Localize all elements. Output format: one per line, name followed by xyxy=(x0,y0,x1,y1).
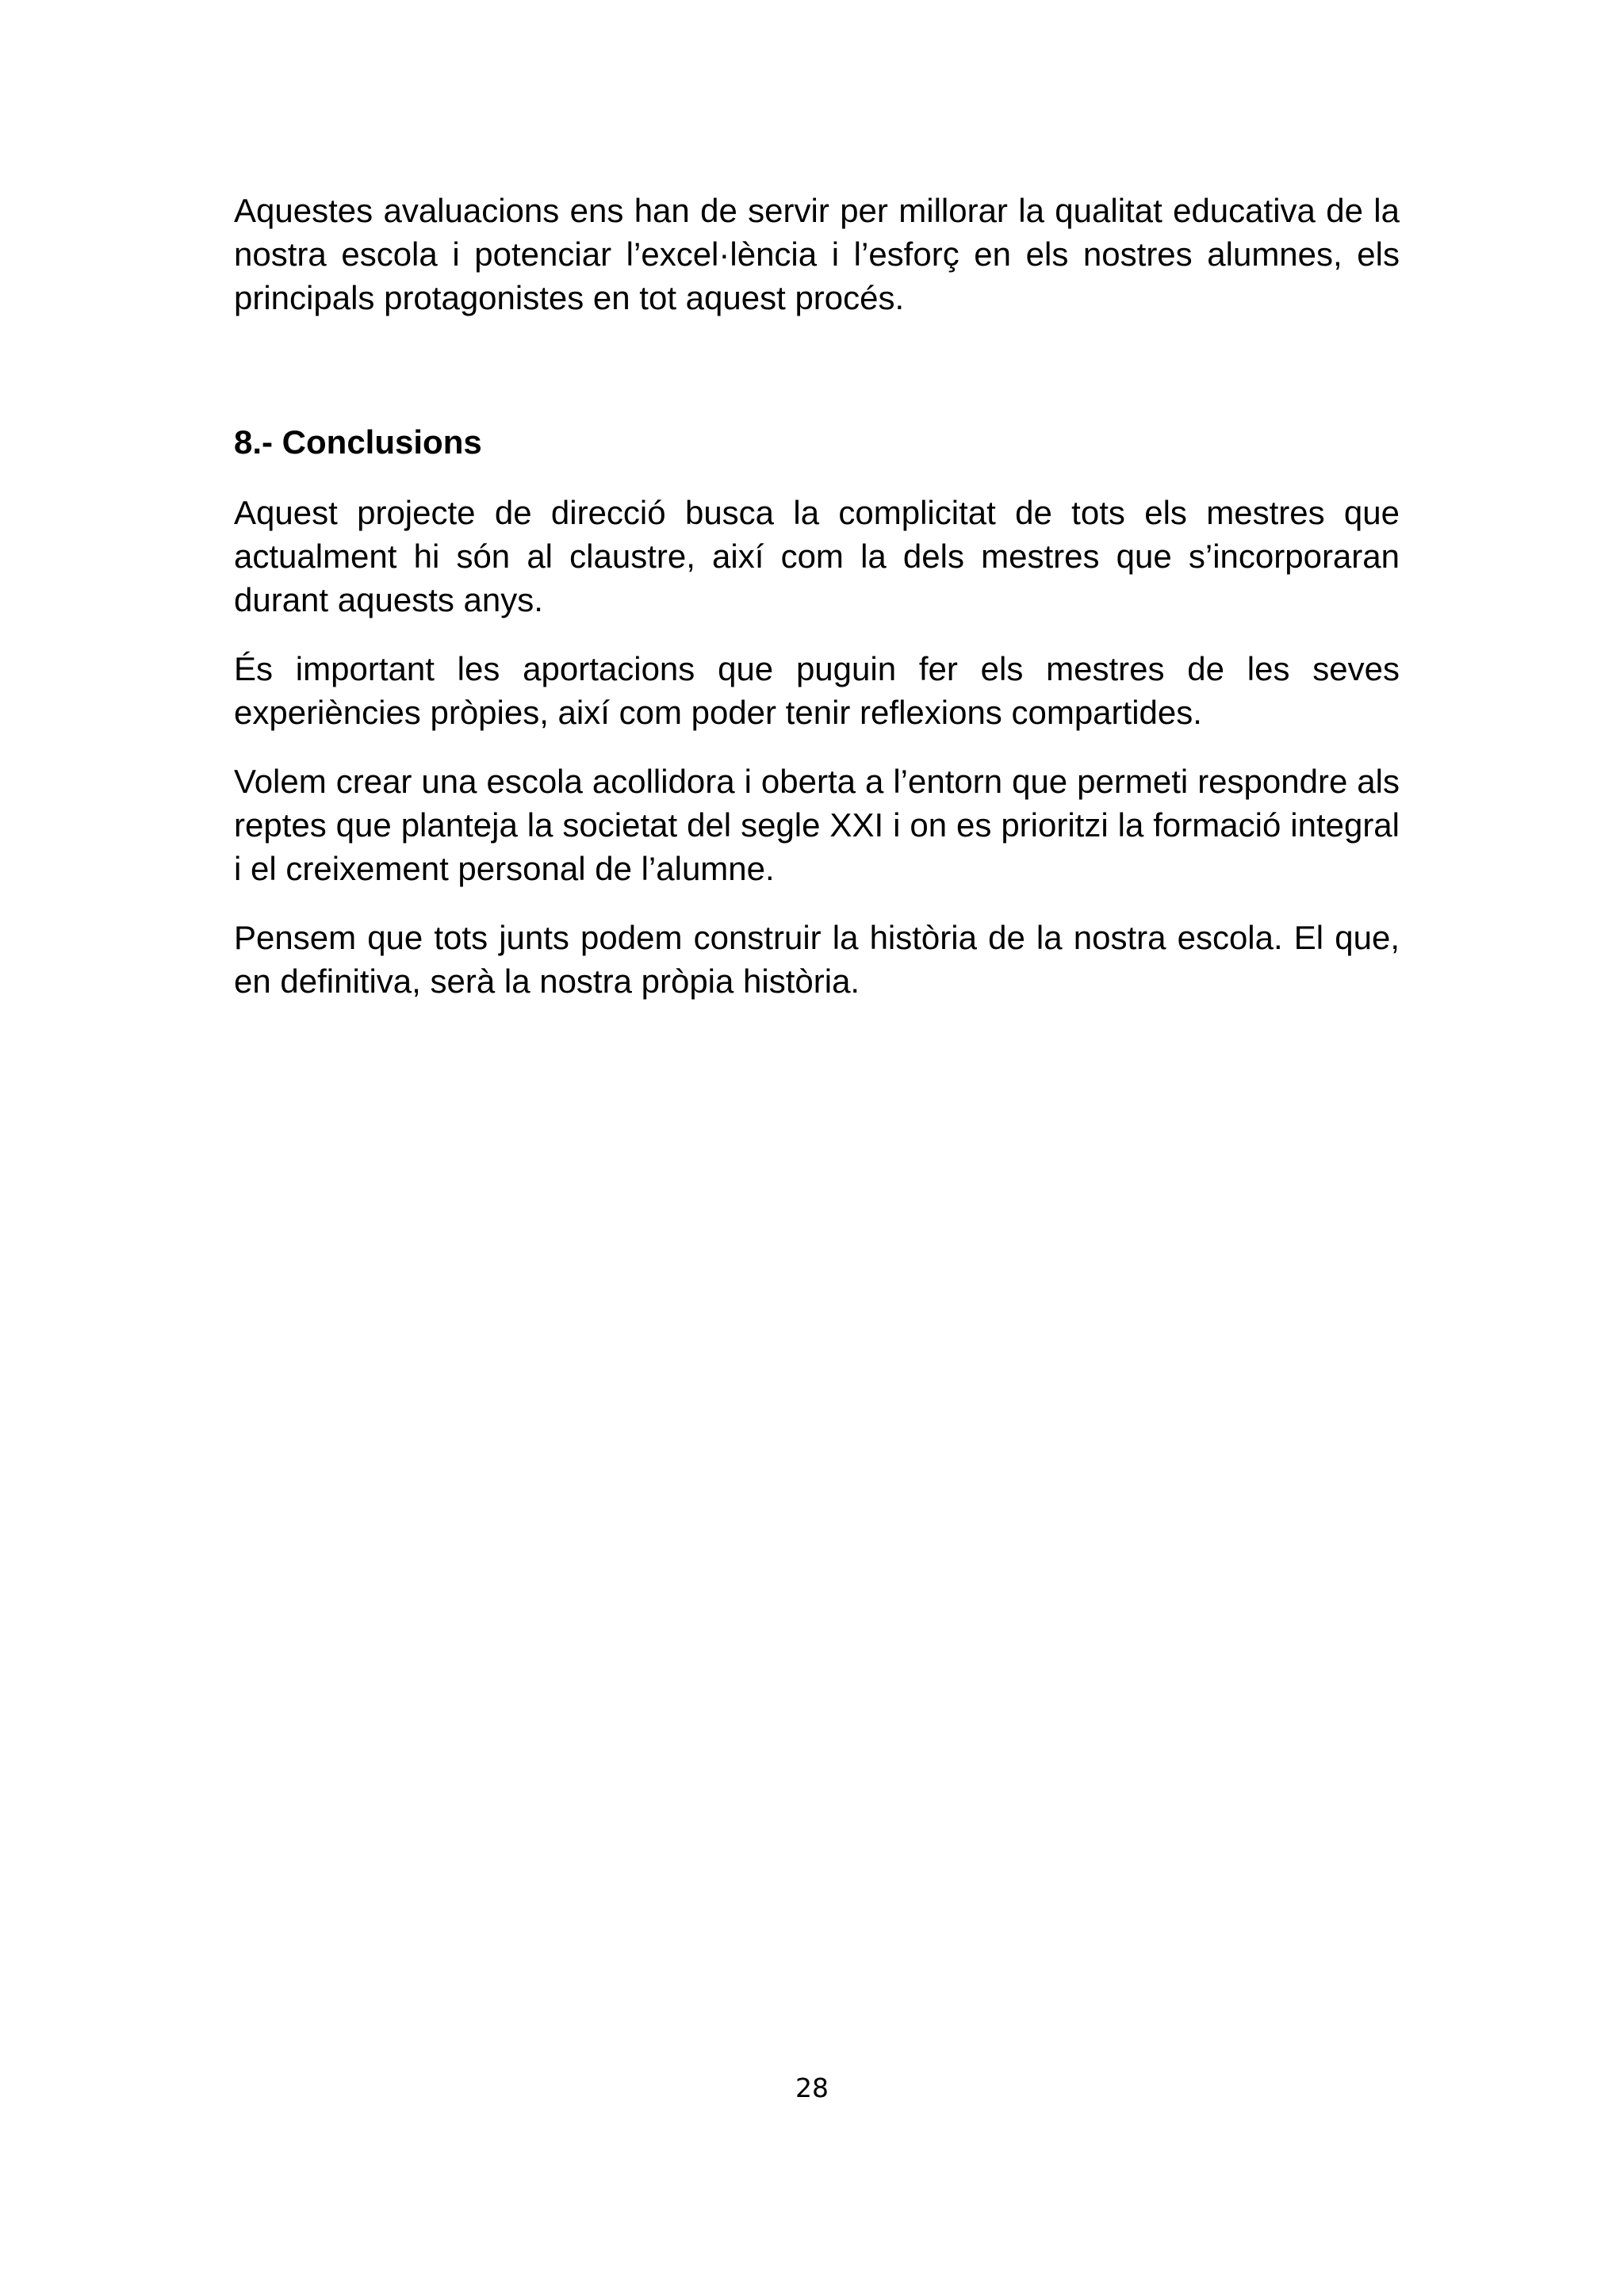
body-paragraph: És important les aportacions que puguin fer els mestres de les seves experiències pròpies, així com poder tenir reflexions compartides. xyxy=(234,650,1400,731)
intro-paragraph: Aquestes avaluacions ens han de servir per millorar la qualitat educativa de la nostra escola i potenciar l’excel·lència i l’esforç en els nostres alumnes, els principals protagonistes en tot aquest procés. xyxy=(234,192,1400,316)
page-body xyxy=(234,189,1400,1028)
section-heading: 8.- Conclusions xyxy=(234,423,482,461)
body-paragraph: Volem crear una escola acollidora i oberta a l’entorn que permeti respondre als reptes que planteja la societat del segle XXI i on es prioritzi la formació integral i el creixement personal de l’alumne. xyxy=(234,763,1400,887)
body-paragraph: Pensem que tots junts podem construir la història de la nostra escola. El que, en definitiva, serà la nostra pròpia història. xyxy=(234,919,1400,1000)
body-paragraph: Aquest projecte de direcció busca la complicitat de tots els mestres que actualment hi són al claustre, així com la dels mestres que s’incorporaran durant aquests anys. xyxy=(234,494,1400,618)
page-number: 28 xyxy=(795,2072,829,2103)
